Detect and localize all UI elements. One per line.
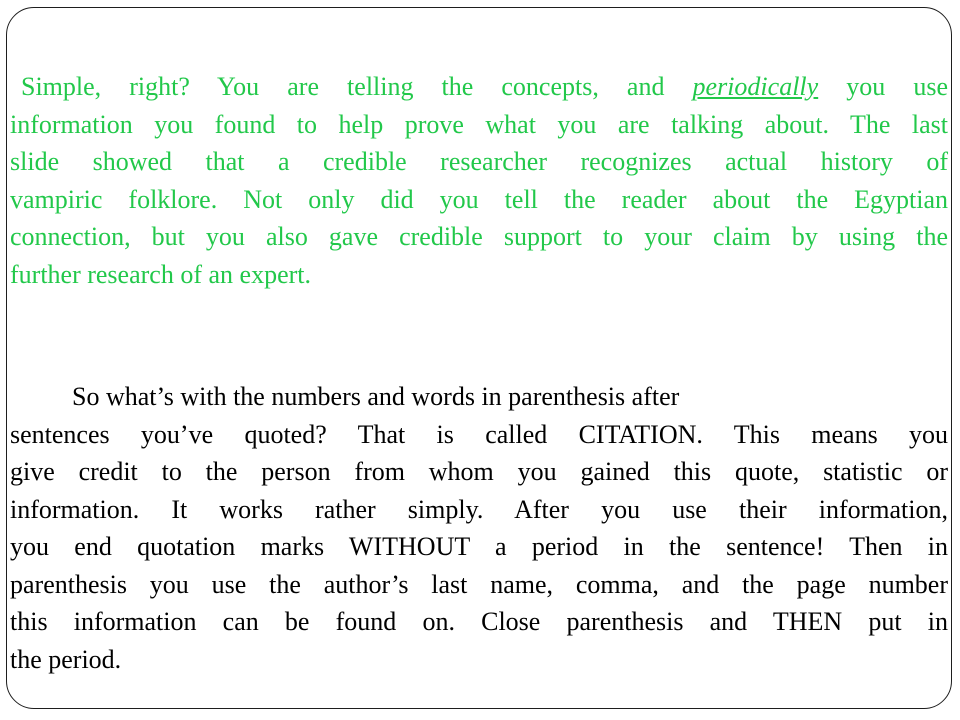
paragraph-citation: [10, 378, 948, 678]
paragraph-citation-line: parenthesis you use the author’s last name, comma, and the page number: [10, 569, 948, 599]
emphasis-word: periodically: [692, 72, 819, 101]
paragraph-intro-line: further research of an expert.: [10, 259, 311, 289]
paragraph-citation-line: sentences you’ve quoted? That is called CITATION. This means you: [10, 419, 948, 449]
paragraph-citation-line: this information can be found on. Close parenthesis and THEN put in: [10, 607, 948, 636]
paragraph-intro-text: you use: [846, 72, 948, 101]
paragraph-citation-line: give credit to the person from whom you gained this quote, statistic or: [10, 457, 948, 486]
paragraph-citation-line: you end quotation marks WITHOUT a period in the sentence! Then in: [10, 532, 948, 561]
paragraph-intro-line: connection, but you also gave credible support to your claim by using the: [10, 222, 948, 251]
paragraph-citation-line: information. It works rather simply. After you use their information,: [10, 494, 948, 524]
paragraph-intro-line: vampiric folklore. Not only did you tell the reader about the Egyptian: [10, 184, 948, 214]
paragraph-intro-line: slide showed that a credible researcher recognizes actual history of: [10, 147, 948, 176]
paragraph-citation-line: the period.: [10, 644, 122, 674]
paragraph-intro-line: [10, 68, 948, 106]
paragraph-intro-text: Simple, right? You are telling the concepts, and: [21, 72, 665, 101]
paragraph-intro: [10, 68, 948, 293]
paragraph-citation-line: So what’s with the numbers and words in parenthesis after: [72, 382, 680, 411]
paragraph-intro-line: information you found to help prove what you are talking about. The last: [10, 109, 948, 139]
